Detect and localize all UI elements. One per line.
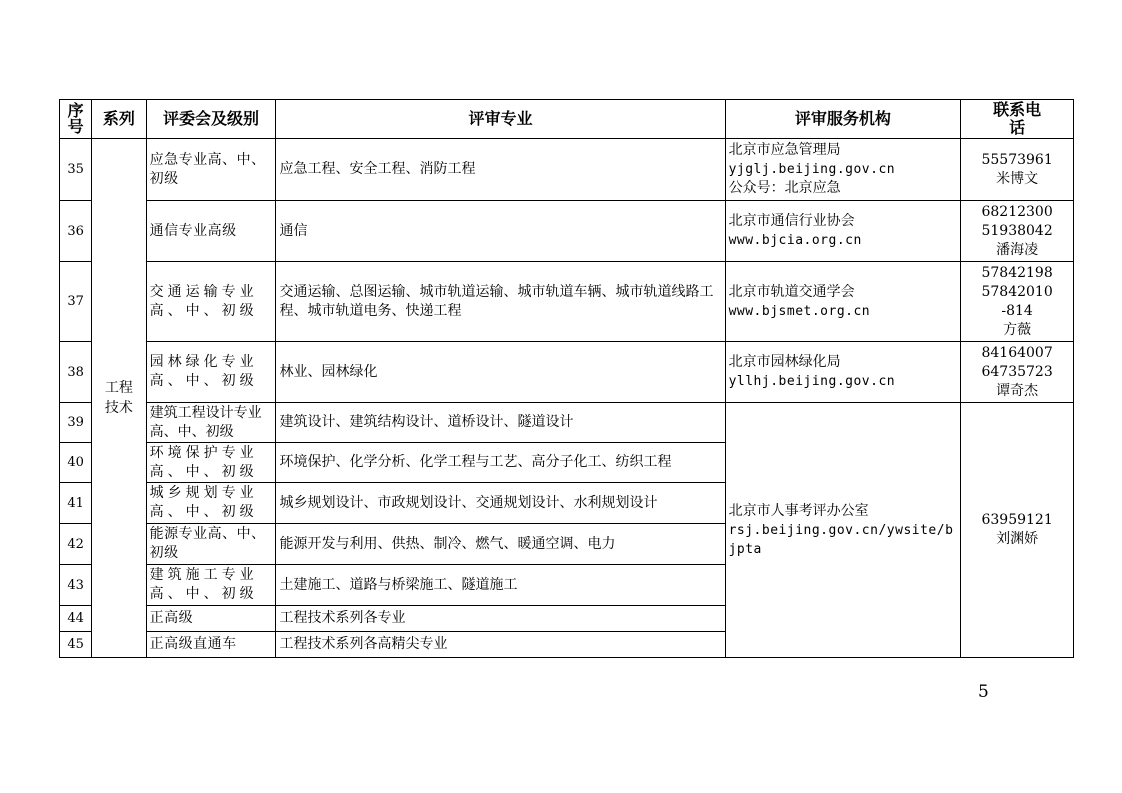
phone-cell — [961, 342, 1074, 403]
row-number: 39 — [60, 403, 92, 443]
contact-person: 谭奇杰 — [996, 382, 1039, 399]
org-wechat: 公众号：北京应急 — [728, 180, 841, 196]
org-cell — [725, 342, 961, 403]
org-cell — [725, 139, 961, 201]
major-cell: 应急工程、安全工程、消防工程 — [276, 139, 725, 201]
row-number: 35 — [60, 139, 92, 201]
header-org: 评审服务机构 — [725, 100, 961, 139]
committee-cell: 城乡规划专业高、中、初级 — [146, 483, 276, 524]
committee-cell: 建筑施工专业高、中、初级 — [146, 565, 276, 606]
row-number: 45 — [60, 632, 92, 658]
page-number: 5 — [978, 682, 989, 702]
major-cell: 环境保护、化学分析、化学工程与工艺、高分子化工、纺织工程 — [276, 443, 725, 483]
phone-number: 55573961 — [981, 151, 1053, 168]
table-row — [60, 262, 1074, 342]
phone-cell — [961, 139, 1074, 201]
phone-number: 63959121 — [981, 512, 1053, 528]
committee-cell: 正高级直通车 — [146, 632, 276, 658]
phone-number: 57842198 — [981, 264, 1053, 281]
phone-number: 51938042 — [981, 222, 1053, 239]
org-website-link[interactable]: www.bjsmet.org.cn — [728, 303, 871, 319]
org-website-link[interactable]: www.bjcia.org.cn — [728, 233, 862, 248]
committee-cell: 园林绿化专业高、中、初级 — [146, 342, 276, 403]
committee-cell: 环境保护专业高、中、初级 — [146, 443, 276, 483]
row-number: 38 — [60, 342, 92, 403]
table-row — [60, 342, 1074, 403]
org-cell — [725, 201, 961, 262]
committee-cell: 正高级 — [146, 606, 276, 632]
row-number: 44 — [60, 606, 92, 632]
qualification-review-table — [59, 99, 1074, 658]
committee-cell: 建筑工程设计专业高、中、初级 — [146, 403, 276, 443]
series-label: 工程技术 — [104, 380, 133, 416]
org-name: 北京市通信行业协会 — [728, 213, 855, 229]
table-header-row — [60, 100, 1074, 139]
row-number: 41 — [60, 483, 92, 524]
major-cell: 工程技术系列各高精尖专业 — [276, 632, 725, 658]
row-number: 36 — [60, 201, 92, 262]
org-website-link[interactable]: yllhj.beijing.gov.cn — [728, 374, 896, 389]
phone-cell — [961, 262, 1074, 342]
org-name: 北京市应急管理局 — [728, 142, 841, 158]
phone-extension: -814 — [1001, 302, 1033, 319]
table-row — [60, 403, 1074, 443]
shared-phone-cell — [961, 403, 1074, 658]
table-row — [60, 201, 1074, 262]
org-cell — [725, 262, 961, 342]
major-cell: 工程技术系列各专业 — [276, 606, 725, 632]
phone-number: 64735723 — [981, 363, 1053, 380]
major-cell: 城乡规划设计、市政规划设计、交通规划设计、水利规划设计 — [276, 483, 725, 524]
committee-cell: 能源专业高、中、初级 — [146, 524, 276, 565]
org-name: 北京市园林绿化局 — [728, 354, 841, 370]
phone-number: 84164007 — [981, 344, 1053, 361]
committee-cell: 应急专业高、中、初级 — [146, 139, 276, 201]
row-number: 42 — [60, 524, 92, 565]
major-cell: 建筑设计、建筑结构设计、道桥设计、隧道设计 — [276, 403, 725, 443]
phone-cell — [961, 201, 1074, 262]
major-cell: 土建施工、道路与桥梁施工、隧道施工 — [276, 565, 725, 606]
contact-person: 米博文 — [996, 170, 1039, 187]
major-cell: 能源开发与利用、供热、制冷、燃气、暖通空调、电力 — [276, 524, 725, 565]
phone-number: 68212300 — [981, 203, 1053, 220]
row-number: 37 — [60, 262, 92, 342]
series-cell — [92, 139, 146, 658]
major-cell: 林业、园林绿化 — [276, 342, 725, 403]
header-committee: 评委会及级别 — [146, 100, 276, 139]
major-cell: 通信 — [276, 201, 725, 262]
shared-org-cell — [725, 403, 961, 658]
contact-person: 方薇 — [1003, 321, 1032, 338]
committee-cell: 通信专业高级 — [146, 201, 276, 262]
contact-person: 潘海凌 — [996, 241, 1039, 258]
header-major: 评审专业 — [276, 100, 725, 139]
row-number: 43 — [60, 565, 92, 606]
header-phone: 联系电话 — [961, 100, 1074, 139]
major-cell: 交通运输、总图运输、城市轨道运输、城市轨道车辆、城市轨道线路工程、城市轨道电务、快递工程 — [276, 262, 725, 342]
org-name: 北京市人事考评办公室 — [728, 502, 869, 519]
header-series: 系列 — [92, 100, 146, 139]
phone-number: 57842010 — [981, 283, 1053, 300]
org-name: 北京市轨道交通学会 — [728, 283, 855, 300]
committee-cell: 交通运输专业高、中、初级 — [146, 262, 276, 342]
org-website-link[interactable]: rsj.beijing.gov.cn/ywsite/bjpta — [728, 522, 954, 557]
header-no: 序号 — [60, 100, 92, 139]
contact-person: 刘渊娇 — [996, 531, 1039, 547]
org-website-link[interactable]: yjglj.beijing.gov.cn — [728, 162, 896, 177]
row-number: 40 — [60, 443, 92, 483]
table-row — [60, 139, 1074, 201]
